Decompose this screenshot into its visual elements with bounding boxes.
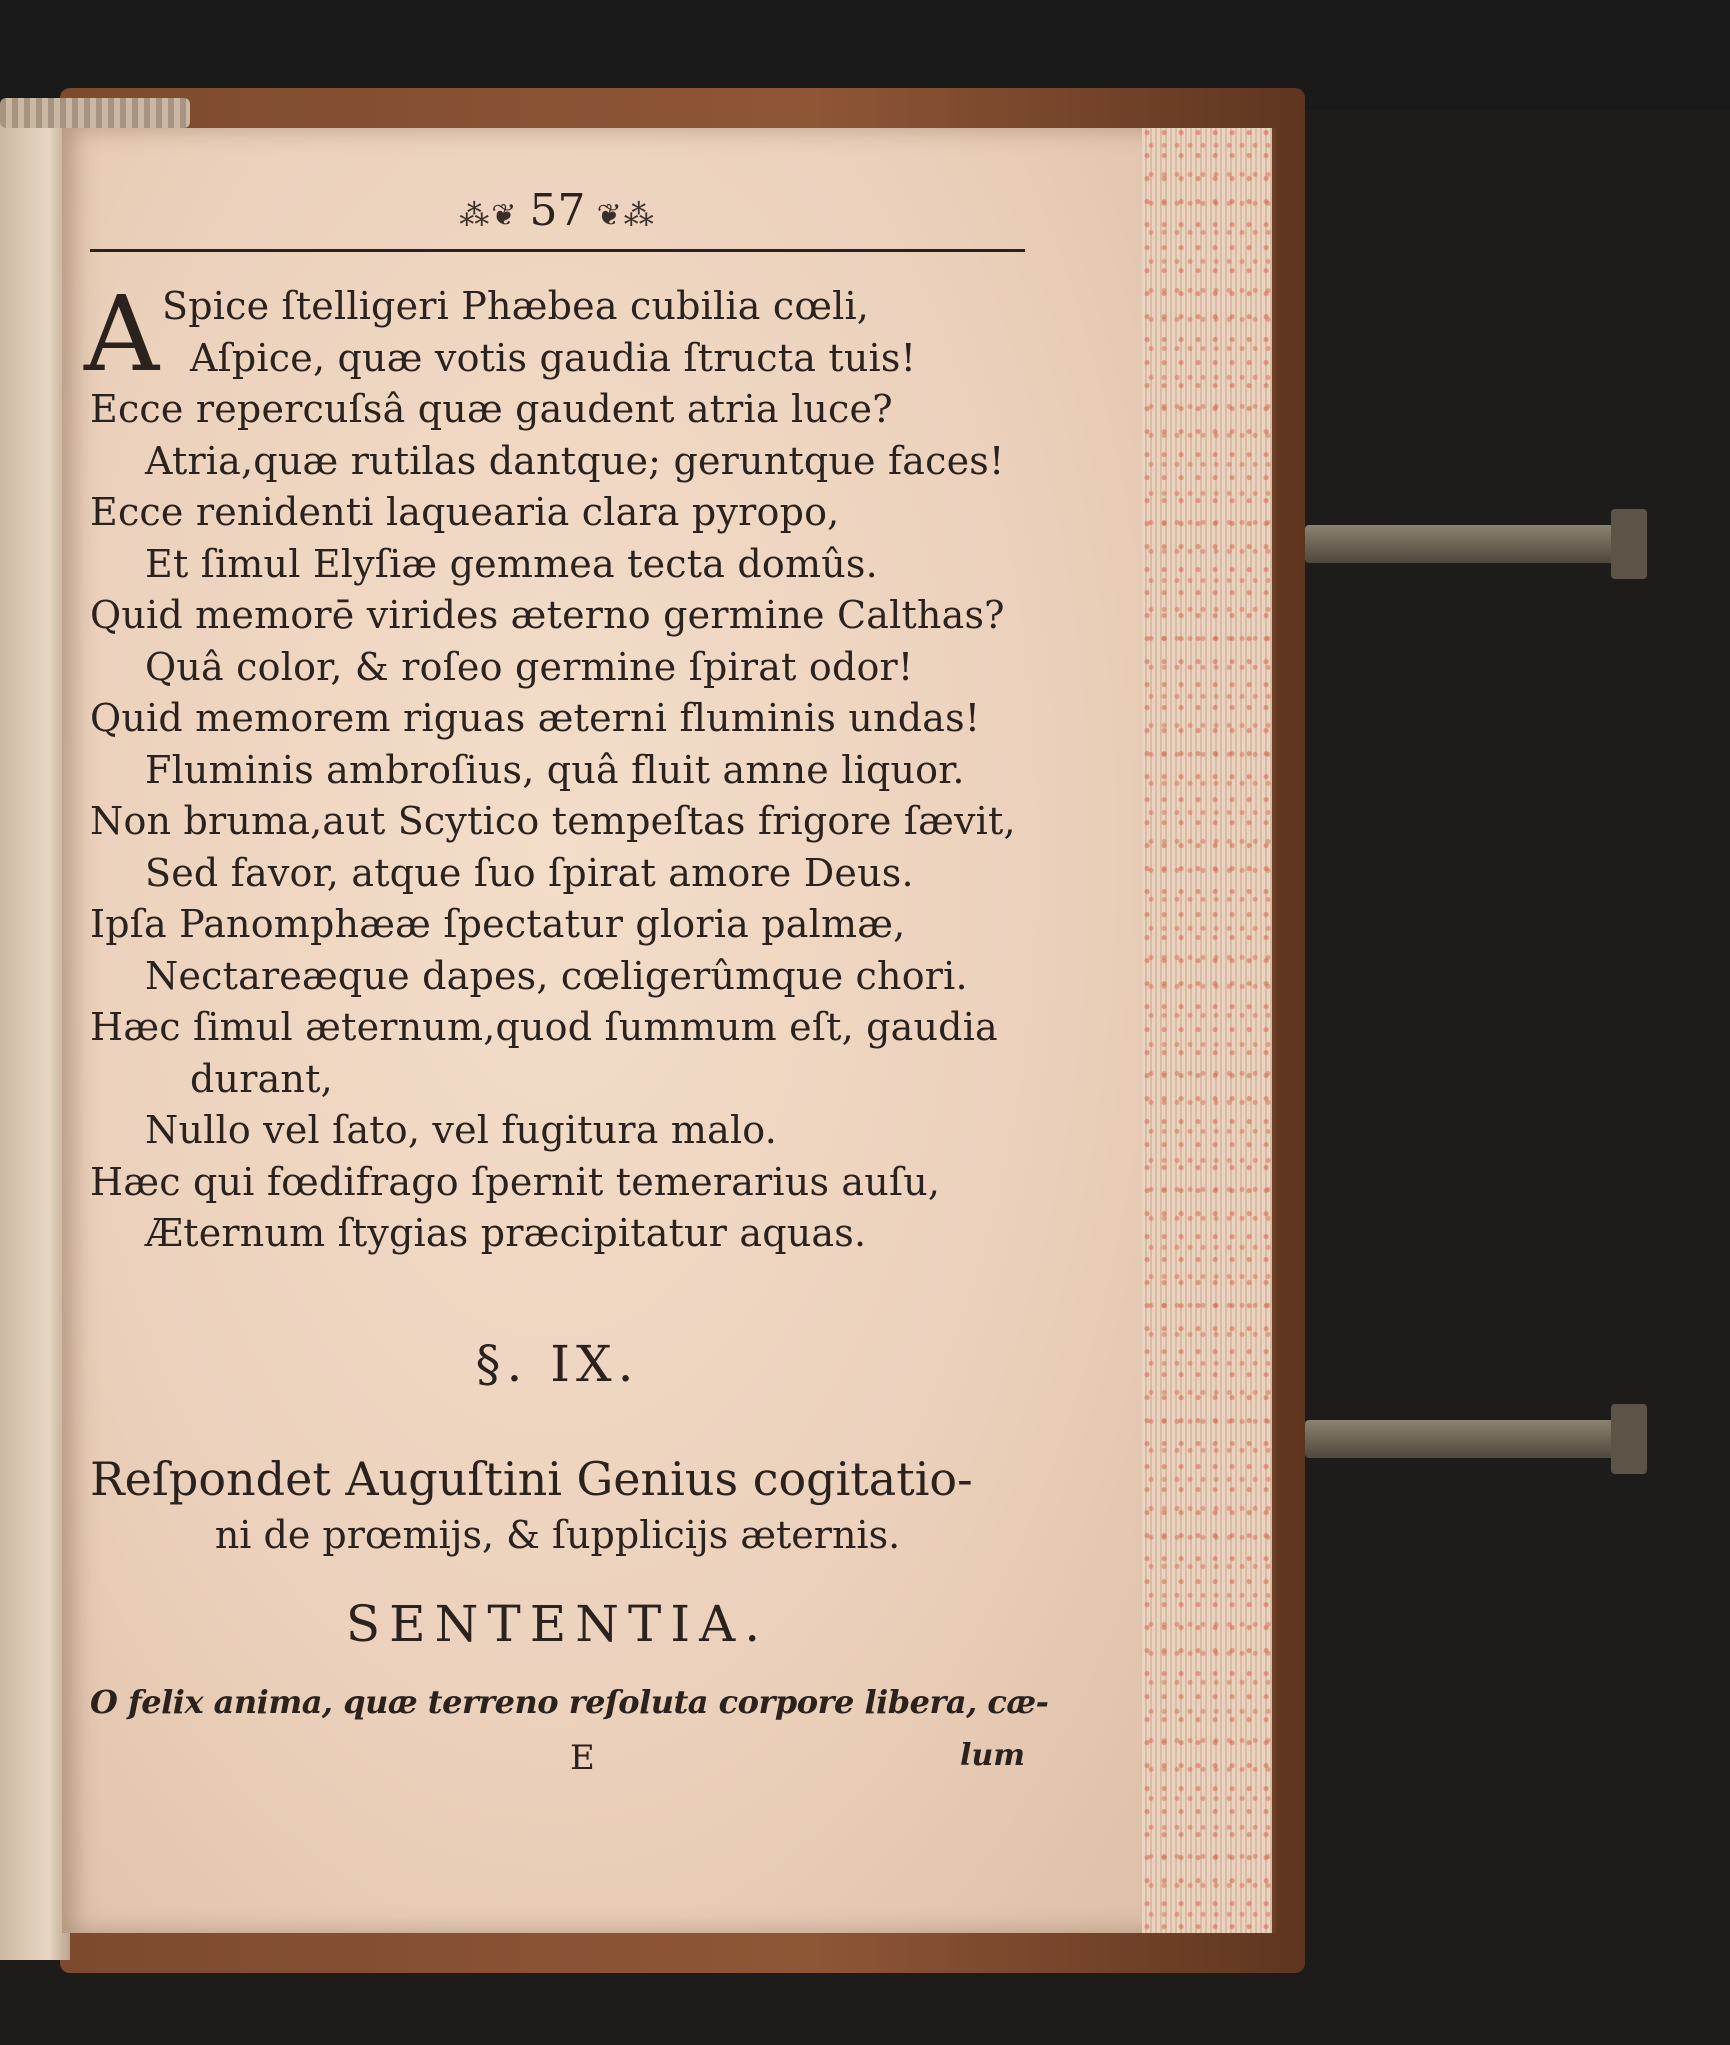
left-ornament-icon: ⁂❦ bbox=[459, 198, 519, 233]
verse-line: Ipſa Panomphææ ſpectatur gloria palmæ, bbox=[90, 902, 906, 946]
header-rule bbox=[90, 249, 1025, 252]
verse-line: Nectareæque dapes, cœligerûmque chori. bbox=[145, 953, 968, 998]
verse-line: Quid memorē virides æterno germine Calthas? bbox=[90, 593, 1005, 637]
verse-line: Quid memorem riguas æterni fluminis undas! bbox=[90, 696, 981, 740]
verse-line: Hæc ſimul æternum,quod ſummum eſt, gaudia bbox=[90, 1005, 998, 1049]
section-rubric bbox=[90, 1450, 1025, 1562]
verse-line: Ecce renidenti laquearia clara pyropo, bbox=[90, 490, 840, 534]
verse-line: Nullo vel ſato, vel fugitura malo. bbox=[145, 1108, 777, 1152]
drop-cap: A bbox=[84, 273, 160, 395]
catchword: lum bbox=[960, 1738, 1025, 1773]
running-head bbox=[90, 185, 1025, 247]
verse-line: Quâ color, & roſeo germine ſpirat odor! bbox=[145, 644, 914, 689]
verse-line: Sed favor, atque ſuo ſpirat amore Deus. bbox=[145, 850, 914, 895]
facing-page-edge bbox=[0, 110, 70, 1960]
page-text-block bbox=[84, 185, 1049, 1778]
spine-headband bbox=[0, 98, 190, 128]
upper-clasp bbox=[1305, 525, 1635, 563]
verse-line: durant, bbox=[190, 1056, 333, 1101]
page-number: 57 bbox=[529, 185, 586, 236]
verse-line: Ecce repercuſsâ quæ gaudent atria luce? bbox=[90, 387, 893, 431]
right-ornament-icon: ❦⁂ bbox=[596, 198, 656, 233]
verse-line: Fluminis ambroſius, quâ fluit amne liquor. bbox=[145, 747, 965, 792]
verse-line: Non bruma,aut Scytico tempeſtas frigore ſævit, bbox=[90, 799, 1016, 843]
rubric-line-1: Reſpondet Auguſtini Genius cogitatio- bbox=[90, 1452, 973, 1506]
sententia-text: O felix anima, quæ terreno reſoluta corpore libera, cæ- bbox=[90, 1683, 1049, 1721]
verse-line: Aſpice, quæ votis gaudia ſtructa tuis! bbox=[190, 335, 917, 380]
verse-line: Æternum ſtygias præcipitatur aquas. bbox=[145, 1211, 867, 1255]
lower-clasp bbox=[1305, 1420, 1635, 1458]
rubric-line-2: ni de prœmijs, & ſupplicijs æternis. bbox=[214, 1513, 901, 1557]
signature-mark: E bbox=[570, 1738, 595, 1778]
poem bbox=[84, 273, 1025, 1260]
verse-line: Spice ſtelligeri Phæbea cubilia cœli, bbox=[162, 284, 870, 328]
page-fore-edge bbox=[1142, 128, 1276, 1933]
section-heading: §. IX. bbox=[475, 1335, 640, 1393]
verse-line: Atria,quæ rutilas dantque; geruntque faces! bbox=[145, 438, 1005, 483]
verse-line: Et ſimul Elyſiæ gemmea tecta domûs. bbox=[145, 541, 878, 586]
sententia-heading: SENTENTIA. bbox=[345, 1595, 770, 1653]
verse-line: Hæc qui fœdifrago ſpernit temerarius auſu, bbox=[90, 1159, 941, 1204]
